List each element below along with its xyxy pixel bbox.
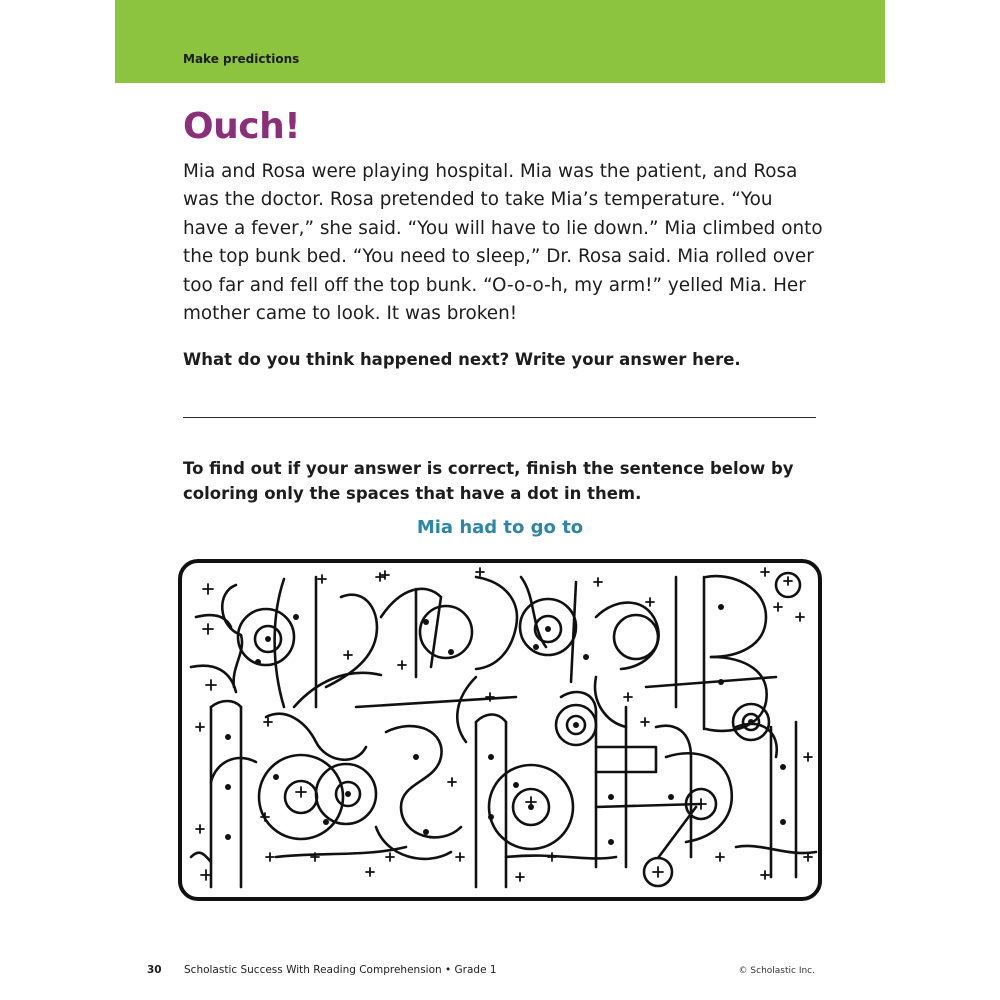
header-band (115, 0, 885, 83)
sentence-prompt: Mia had to go to (416, 517, 584, 538)
question-text: What do you think happened next? Write your answer here. (183, 350, 741, 369)
activity-instructions: To find out if your answer is correct, finish the sentence below by coloring only the spaces that have a dot in them. (183, 459, 794, 503)
story-text: Mia and Rosa were playing hospital. Mia was the patient, and Rosa was the doctor. Rosa pretended to take Mia’s temperature. “You have a fever,” she said. “You will have to lie down.” Mia climbed onto the top bunk bed. “You need to sleep,” Dr. Rosa said. Mia rolled over too far and fell off the top bunk. “O-o-o-h, my arm!” yelled Mia. Her mother came to look. It was broken! (183, 161, 823, 325)
color-by-dot-puzzle[interactable] (176, 557, 824, 903)
story-title: Ouch! (183, 106, 301, 147)
skill-label: Make predictions (183, 52, 300, 66)
page-number: 30 (147, 964, 162, 976)
copyright-notice: © Scholastic Inc. (738, 966, 815, 976)
book-title: Scholastic Success With Reading Comprehension • Grade 1 (184, 964, 497, 976)
answer-writing-line[interactable] (183, 417, 816, 418)
